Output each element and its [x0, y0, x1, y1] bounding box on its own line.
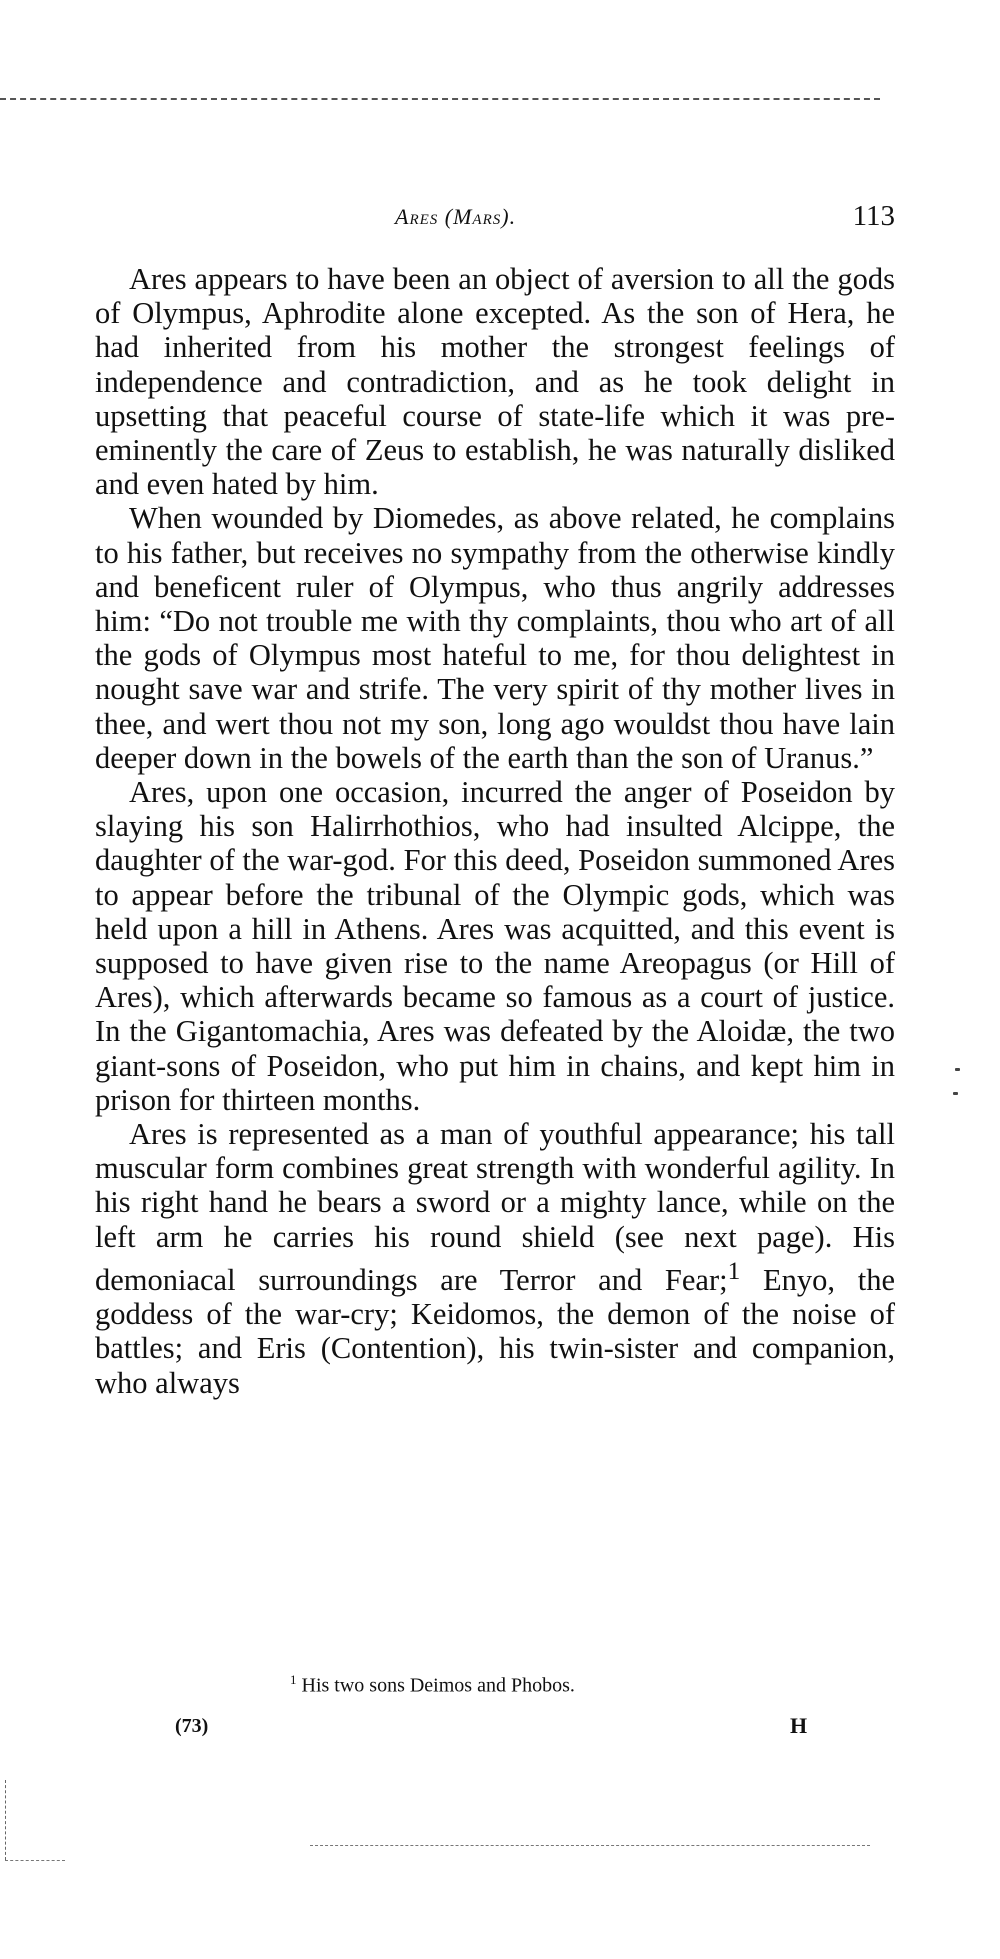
- scan-edge-top: [0, 98, 880, 100]
- paragraph: [95, 1117, 895, 1400]
- footnote-marker: 1: [290, 1672, 297, 1687]
- footnote-reference: 1: [727, 1256, 741, 1285]
- scan-edge-bottom-left: [5, 1860, 65, 1861]
- scan-edge-bottom: [310, 1845, 870, 1846]
- running-title: Ares (Mars).: [395, 204, 517, 229]
- scan-edge-left: [5, 1780, 6, 1860]
- running-head: [95, 200, 895, 240]
- paragraph: When wounded by Diomedes, as above related, he complains to his father, but receives no sympathy from the otherwise kindly and beneficent ruler of Olympus, who thus angrily addresses him: “Do not trouble me with thy complaints, thou who art of all the gods of Olympus most hateful to me, for thou delightest in nought save war and strife. The very spirit of thy mother lives in thee, and wert thou not my son, long ago wouldst thou have lain deeper down in the bowels of the earth than the son of Uranus.”: [95, 501, 895, 775]
- gathering-mark: H: [790, 1713, 808, 1738]
- body-text: [95, 262, 895, 1400]
- footnote: [290, 1672, 575, 1698]
- footnote-text: His two sons Deimos and Phobos.: [301, 1674, 575, 1697]
- speck-right-2: [953, 1092, 958, 1095]
- paragraph: Ares appears to have been an object of aversion to all the gods of Olympus, Aphrodite alone excepted. As the son of Hera, he had inherited from his mother the strongest feelings of independence and contradiction, and as he took delight in upsetting that peaceful course of state-life which it was pre-eminently the care of Zeus to establish, he was naturally disliked and even hated by him.: [95, 262, 895, 502]
- paragraph-text: Enyo, the goddess of the war-cry; Keidomos, the demon of the noise of battles; and Eris (Contention), his twin-sister and companion, who always: [95, 1263, 895, 1400]
- paragraph: Ares, upon one occasion, incurred the anger of Poseidon by slaying his son Halirrhothios, who had insulted Alcippe, the daughter of the war-god. For this deed, Poseidon summoned Ares to appear before the tribunal of the Olympic gods, which was held upon a hill in Athens. Ares was acquitted, and this event is supposed to have given rise to the name Areopagus (or Hill of Ares), which afterwards became so famous as a court of justice. In the Gigantomachia, Ares was defeated by the Aloidæ, the two giant-sons of Poseidon, who put him in chains, and kept him in prison for thirteen months.: [95, 775, 895, 1117]
- paragraph-text: Ares is represented as a man of youthful appearance; his tall muscular form combines great strength with wonderful agility. In his right hand he bears a sword or a mighty lance, while on the left arm he carries his round shield (see next page). His demoniacal surroundings are Terror and Fear;: [95, 1117, 895, 1298]
- speck-right-1: [955, 1068, 960, 1071]
- signature-mark: (73): [175, 1715, 209, 1737]
- page-number: 113: [852, 200, 895, 232]
